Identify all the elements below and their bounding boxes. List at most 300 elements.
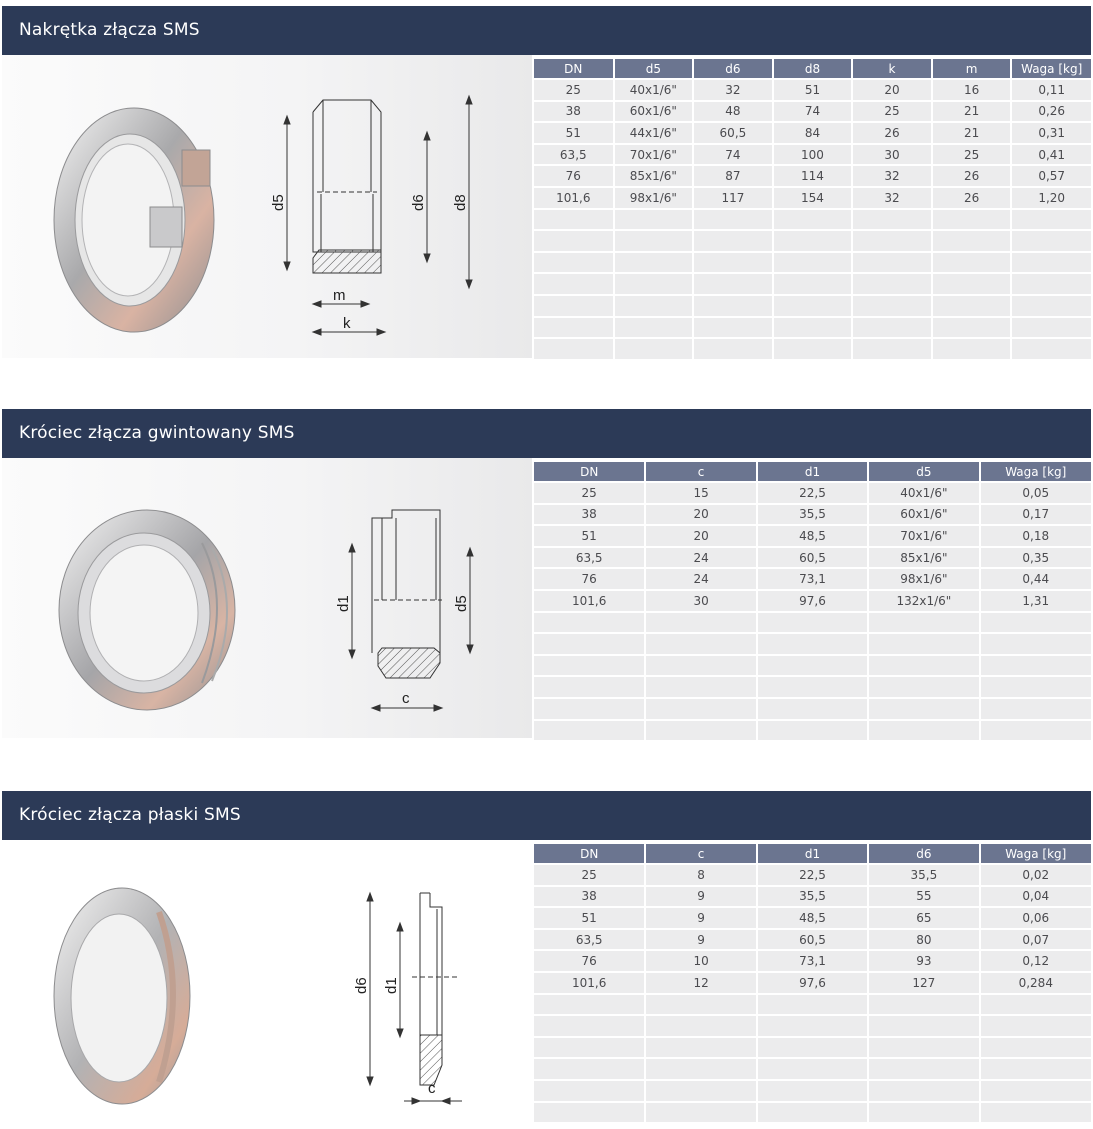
table-cell — [980, 1037, 1091, 1059]
table-cell: 0,44 — [980, 568, 1091, 590]
table-cell — [980, 1102, 1091, 1123]
section-flat-ferrule — [2, 791, 1091, 1123]
table-row — [534, 504, 1091, 526]
table-cell: 114 — [773, 165, 853, 187]
table-cell — [693, 209, 773, 231]
table-cell — [932, 209, 1012, 231]
table-cell: 48,5 — [757, 907, 868, 929]
table-cell: 0,12 — [980, 950, 1091, 972]
table-cell — [534, 994, 645, 1016]
table-cell: 9 — [645, 929, 756, 951]
table-cell — [1011, 295, 1091, 317]
table-cell: 80 — [868, 929, 979, 951]
table-cell: 26 — [932, 187, 1012, 209]
table-cell — [773, 295, 853, 317]
threaded-ferrule-photo — [52, 503, 242, 718]
table-cell: 60,5 — [757, 547, 868, 569]
table-cell — [1011, 317, 1091, 339]
empty-table-row — [534, 273, 1091, 295]
table-cell — [980, 655, 1091, 677]
flat-ferrule-photo — [47, 882, 197, 1110]
table-cell: 22,5 — [757, 482, 868, 504]
table-cell: 12 — [645, 972, 756, 994]
table-header-row — [534, 59, 1091, 79]
table-cell — [852, 252, 932, 274]
table-cell: 38 — [534, 886, 645, 908]
table-cell — [980, 698, 1091, 720]
table-cell — [1011, 273, 1091, 295]
table-cell — [645, 1080, 756, 1102]
table-cell: 87 — [693, 165, 773, 187]
table-cell: 44x1/6" — [614, 122, 694, 144]
table-cell — [534, 209, 614, 231]
table-cell — [534, 633, 645, 655]
table-cell — [868, 720, 979, 741]
column-header: DN — [534, 462, 645, 482]
dim-label-d6: d6 — [353, 977, 370, 994]
table-cell: 0,04 — [980, 886, 1091, 908]
nut-technical-drawing — [267, 90, 487, 340]
table-cell — [868, 1058, 979, 1080]
table-cell: 0,07 — [980, 929, 1091, 951]
table-cell — [534, 230, 614, 252]
table-row — [534, 950, 1091, 972]
table-cell: 70x1/6" — [868, 525, 979, 547]
table-cell — [868, 612, 979, 634]
table-cell — [645, 994, 756, 1016]
empty-table-row — [534, 1080, 1091, 1102]
table-cell — [757, 655, 868, 677]
table-cell: 20 — [645, 504, 756, 526]
table-cell — [932, 230, 1012, 252]
table-cell: 70x1/6" — [614, 144, 694, 166]
table-cell — [757, 994, 868, 1016]
dim-label-d6: d6 — [410, 194, 427, 211]
table-cell: 97,6 — [757, 590, 868, 612]
table-cell — [645, 676, 756, 698]
empty-table-row — [534, 720, 1091, 741]
table-row — [534, 482, 1091, 504]
table-cell: 38 — [534, 101, 614, 123]
empty-table-row — [534, 209, 1091, 231]
nut-photo — [42, 95, 227, 345]
table-cell — [693, 230, 773, 252]
column-header: Waga [kg] — [980, 462, 1091, 482]
table-cell: 35,5 — [868, 864, 979, 886]
table-row — [534, 187, 1091, 209]
table-cell: 97,6 — [757, 972, 868, 994]
table-cell — [645, 720, 756, 741]
table-cell — [693, 338, 773, 359]
section-title: Króciec złącza płaski SMS — [2, 791, 1091, 840]
dim-label-c: c — [428, 1080, 436, 1097]
table-cell — [645, 1037, 756, 1059]
product-image-area — [2, 55, 532, 358]
table-cell: 98x1/6" — [614, 187, 694, 209]
table-cell: 101,6 — [534, 187, 614, 209]
table-cell: 35,5 — [757, 886, 868, 908]
table-cell — [614, 209, 694, 231]
table-cell: 9 — [645, 907, 756, 929]
table-cell: 0,17 — [980, 504, 1091, 526]
table-cell — [980, 676, 1091, 698]
table-cell: 30 — [852, 144, 932, 166]
empty-table-row — [534, 338, 1091, 359]
table-cell: 32 — [852, 187, 932, 209]
table-cell: 55 — [868, 886, 979, 908]
table-cell — [932, 273, 1012, 295]
column-header: DN — [534, 844, 645, 864]
table-cell: 85x1/6" — [614, 165, 694, 187]
column-header: DN — [534, 59, 614, 79]
table-cell — [757, 1015, 868, 1037]
table-cell — [534, 295, 614, 317]
column-header: d1 — [757, 462, 868, 482]
table-cell — [932, 317, 1012, 339]
empty-table-row — [534, 317, 1091, 339]
table-cell: 25 — [932, 144, 1012, 166]
table-cell — [868, 655, 979, 677]
empty-table-row — [534, 633, 1091, 655]
table-cell — [868, 1080, 979, 1102]
table-cell: 0,41 — [1011, 144, 1091, 166]
empty-table-row — [534, 698, 1091, 720]
table-cell — [757, 698, 868, 720]
table-cell — [852, 338, 932, 359]
table-cell — [773, 209, 853, 231]
table-row — [534, 864, 1091, 886]
table-cell: 20 — [852, 79, 932, 101]
table-header-row — [534, 462, 1091, 482]
table-cell: 60x1/6" — [614, 101, 694, 123]
column-header: c — [645, 462, 756, 482]
table-cell — [534, 655, 645, 677]
table-cell: 51 — [773, 79, 853, 101]
table-cell — [980, 633, 1091, 655]
table-cell: 16 — [932, 79, 1012, 101]
dim-label-d5: d5 — [453, 595, 470, 612]
table-cell: 74 — [693, 144, 773, 166]
table-cell: 0,31 — [1011, 122, 1091, 144]
table-cell: 38 — [534, 504, 645, 526]
column-header: d6 — [693, 59, 773, 79]
table-cell: 76 — [534, 165, 614, 187]
table-cell: 48,5 — [757, 525, 868, 547]
product-image-area — [2, 458, 532, 738]
table-cell — [757, 633, 868, 655]
table-cell: 25 — [534, 864, 645, 886]
table-cell: 1,20 — [1011, 187, 1091, 209]
table-cell — [773, 273, 853, 295]
dim-label-d1: d1 — [335, 595, 352, 612]
dim-label-k: k — [343, 315, 351, 332]
table-cell — [534, 273, 614, 295]
table-cell — [534, 698, 645, 720]
table-cell — [932, 252, 1012, 274]
table-row — [534, 122, 1091, 144]
table-cell — [614, 338, 694, 359]
table-cell: 0,06 — [980, 907, 1091, 929]
table-cell — [534, 252, 614, 274]
dim-label-m: m — [333, 287, 346, 304]
column-header: d1 — [757, 844, 868, 864]
table-cell: 65 — [868, 907, 979, 929]
table-cell — [757, 1080, 868, 1102]
table-cell: 0,05 — [980, 482, 1091, 504]
table-cell — [852, 295, 932, 317]
table-cell: 21 — [932, 101, 1012, 123]
table-cell: 101,6 — [534, 972, 645, 994]
table-cell: 154 — [773, 187, 853, 209]
table-cell: 0,02 — [980, 864, 1091, 886]
dim-label-d5: d5 — [270, 194, 287, 211]
table-cell — [757, 1037, 868, 1059]
table-cell: 1,31 — [980, 590, 1091, 612]
table-cell — [980, 720, 1091, 741]
table-header-row — [534, 844, 1091, 864]
table-cell: 0,35 — [980, 547, 1091, 569]
table-cell: 100 — [773, 144, 853, 166]
column-header: d5 — [868, 462, 979, 482]
spec-table-container — [534, 462, 1091, 740]
table-cell — [645, 633, 756, 655]
column-header: d5 — [614, 59, 694, 79]
table-cell — [868, 676, 979, 698]
table-cell: 8 — [645, 864, 756, 886]
table-cell: 74 — [773, 101, 853, 123]
table-cell — [852, 230, 932, 252]
table-row — [534, 547, 1091, 569]
table-cell — [757, 612, 868, 634]
table-cell: 76 — [534, 568, 645, 590]
table-cell — [534, 1102, 645, 1123]
dim-label-d8: d8 — [452, 194, 469, 211]
table-cell: 10 — [645, 950, 756, 972]
table-cell — [757, 720, 868, 741]
empty-table-row — [534, 1102, 1091, 1123]
table-cell — [932, 338, 1012, 359]
table-cell: 20 — [645, 525, 756, 547]
table-cell: 60x1/6" — [868, 504, 979, 526]
dim-label-d1: d1 — [383, 977, 400, 994]
spec-table — [534, 59, 1091, 359]
table-cell: 51 — [534, 122, 614, 144]
table-cell: 60,5 — [757, 929, 868, 951]
table-cell: 26 — [852, 122, 932, 144]
table-cell: 30 — [645, 590, 756, 612]
table-cell: 98x1/6" — [868, 568, 979, 590]
table-cell: 51 — [534, 525, 645, 547]
table-cell — [534, 317, 614, 339]
table-cell — [645, 698, 756, 720]
column-header: k — [852, 59, 932, 79]
table-cell — [868, 633, 979, 655]
table-cell: 0,57 — [1011, 165, 1091, 187]
table-cell: 63,5 — [534, 929, 645, 951]
table-cell: 25 — [852, 101, 932, 123]
table-cell: 127 — [868, 972, 979, 994]
table-row — [534, 886, 1091, 908]
empty-table-row — [534, 1058, 1091, 1080]
section-title: Króciec złącza gwintowany SMS — [2, 409, 1091, 458]
table-cell — [757, 1102, 868, 1123]
table-cell — [980, 612, 1091, 634]
table-cell — [534, 1080, 645, 1102]
table-cell — [980, 1058, 1091, 1080]
table-cell: 21 — [932, 122, 1012, 144]
table-cell: 85x1/6" — [868, 547, 979, 569]
table-cell — [645, 1058, 756, 1080]
column-header: Waga [kg] — [980, 844, 1091, 864]
table-cell: 63,5 — [534, 144, 614, 166]
table-cell: 24 — [645, 568, 756, 590]
table-cell — [693, 295, 773, 317]
table-cell — [852, 209, 932, 231]
table-cell — [534, 1015, 645, 1037]
table-cell — [614, 230, 694, 252]
table-cell — [1011, 252, 1091, 274]
table-cell — [1011, 209, 1091, 231]
table-cell — [773, 338, 853, 359]
table-cell — [868, 994, 979, 1016]
table-cell — [852, 317, 932, 339]
table-cell: 63,5 — [534, 547, 645, 569]
table-cell: 93 — [868, 950, 979, 972]
table-cell — [614, 273, 694, 295]
table-cell — [773, 252, 853, 274]
table-row — [534, 568, 1091, 590]
empty-table-row — [534, 994, 1091, 1016]
table-cell — [868, 698, 979, 720]
table-cell: 84 — [773, 122, 853, 144]
table-row — [534, 929, 1091, 951]
table-cell: 40x1/6" — [614, 79, 694, 101]
column-header: Waga [kg] — [1011, 59, 1091, 79]
product-image-area — [2, 840, 532, 1123]
table-cell — [645, 1102, 756, 1123]
table-cell — [693, 317, 773, 339]
table-cell — [534, 720, 645, 741]
table-cell — [980, 1015, 1091, 1037]
table-cell — [614, 252, 694, 274]
column-header: d6 — [868, 844, 979, 864]
table-cell — [980, 1080, 1091, 1102]
section-title: Nakrętka złącza SMS — [2, 6, 1091, 55]
table-cell — [757, 676, 868, 698]
table-row — [534, 79, 1091, 101]
table-cell — [868, 1015, 979, 1037]
table-cell: 25 — [534, 79, 614, 101]
table-cell — [932, 295, 1012, 317]
spec-table-container — [534, 844, 1091, 1122]
table-row — [534, 144, 1091, 166]
table-row — [534, 972, 1091, 994]
table-cell: 32 — [693, 79, 773, 101]
table-cell — [614, 317, 694, 339]
table-cell: 60,5 — [693, 122, 773, 144]
table-cell: 40x1/6" — [868, 482, 979, 504]
table-cell — [868, 1102, 979, 1123]
table-cell: 0,26 — [1011, 101, 1091, 123]
column-header: d8 — [773, 59, 853, 79]
table-cell: 73,1 — [757, 950, 868, 972]
empty-table-row — [534, 1015, 1091, 1037]
table-cell: 0,284 — [980, 972, 1091, 994]
spec-table — [534, 462, 1091, 740]
table-cell: 24 — [645, 547, 756, 569]
table-row — [534, 590, 1091, 612]
empty-table-row — [534, 655, 1091, 677]
empty-table-row — [534, 295, 1091, 317]
table-cell: 117 — [693, 187, 773, 209]
spec-table-container — [534, 59, 1091, 359]
table-row — [534, 907, 1091, 929]
table-cell — [534, 676, 645, 698]
table-cell: 26 — [932, 165, 1012, 187]
table-cell — [645, 1015, 756, 1037]
table-cell — [645, 655, 756, 677]
table-row — [534, 525, 1091, 547]
table-cell: 32 — [852, 165, 932, 187]
empty-table-row — [534, 612, 1091, 634]
table-cell: 0,18 — [980, 525, 1091, 547]
dim-label-c: c — [402, 690, 410, 707]
table-cell: 35,5 — [757, 504, 868, 526]
section-nut — [2, 6, 1091, 358]
table-cell — [645, 612, 756, 634]
table-cell — [773, 230, 853, 252]
table-cell: 25 — [534, 482, 645, 504]
table-cell — [773, 317, 853, 339]
table-cell — [614, 295, 694, 317]
table-cell — [980, 994, 1091, 1016]
table-cell: 9 — [645, 886, 756, 908]
table-cell — [534, 1037, 645, 1059]
table-cell — [534, 612, 645, 634]
table-row — [534, 101, 1091, 123]
empty-table-row — [534, 252, 1091, 274]
table-cell — [868, 1037, 979, 1059]
table-cell — [757, 1058, 868, 1080]
section-threaded-ferrule — [2, 409, 1091, 739]
threaded-ferrule-technical-drawing — [322, 508, 492, 728]
table-cell — [852, 273, 932, 295]
table-cell: 22,5 — [757, 864, 868, 886]
table-cell — [1011, 338, 1091, 359]
empty-table-row — [534, 1037, 1091, 1059]
table-cell — [534, 338, 614, 359]
table-cell: 0,11 — [1011, 79, 1091, 101]
table-cell — [693, 252, 773, 274]
table-cell: 76 — [534, 950, 645, 972]
empty-table-row — [534, 676, 1091, 698]
column-header: c — [645, 844, 756, 864]
table-cell — [534, 1058, 645, 1080]
empty-table-row — [534, 230, 1091, 252]
column-header: m — [932, 59, 1012, 79]
table-cell: 73,1 — [757, 568, 868, 590]
table-cell — [693, 273, 773, 295]
spec-table — [534, 844, 1091, 1122]
table-cell: 101,6 — [534, 590, 645, 612]
table-cell: 132x1/6" — [868, 590, 979, 612]
table-row — [534, 165, 1091, 187]
table-cell: 51 — [534, 907, 645, 929]
table-cell: 48 — [693, 101, 773, 123]
table-cell: 15 — [645, 482, 756, 504]
table-cell — [1011, 230, 1091, 252]
flat-ferrule-technical-drawing — [342, 885, 482, 1115]
